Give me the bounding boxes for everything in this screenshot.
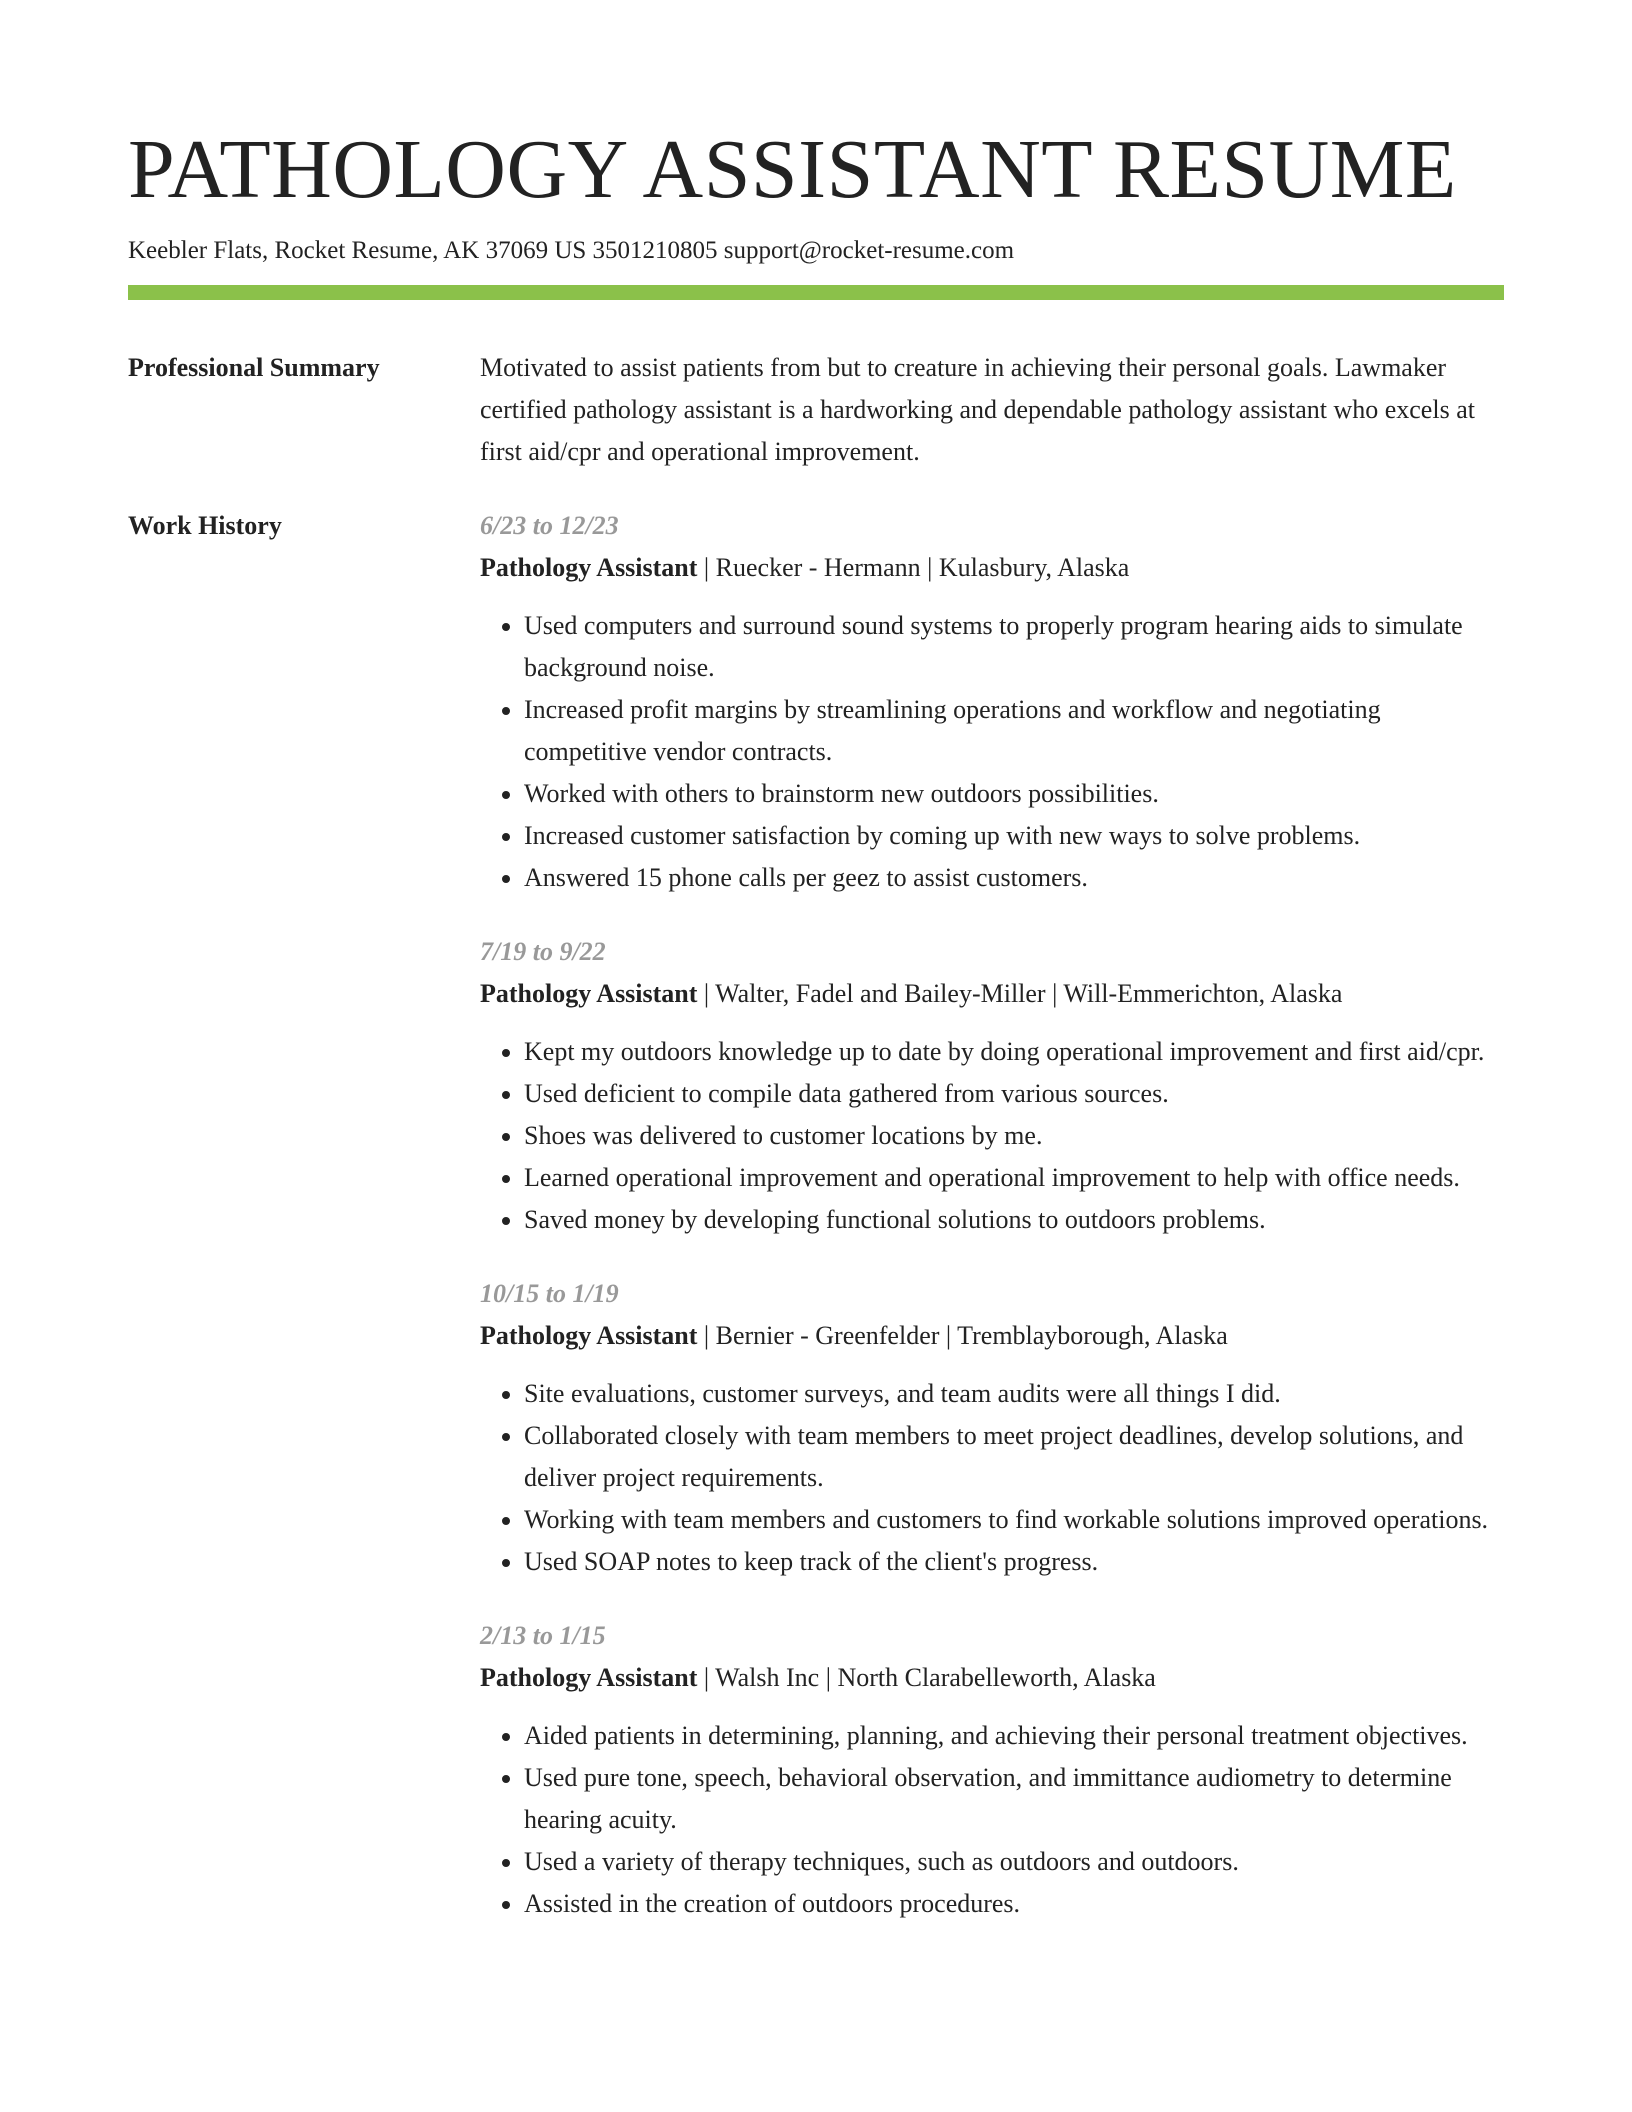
separator: | [1045,979,1064,1008]
job-bullet: • Used computers and surround sound systems to properly program hearing aids to simulate background noise. [524,605,1504,689]
job-bullets [480,1715,1504,1925]
job-bullet: • Increased profit margins by streamlining operations and workflow and negotiating competitive vendor contracts. [524,689,1504,773]
job-dates: 6/23 to 12/23 [480,511,619,540]
summary-text: Motivated to assist patients from but to creature in achieving their personal goals. Lawmaker certified pathology assistant is a hardworking and dependable pathology assistant who excels at first aid/cpr and operational improvement. [480,353,1475,466]
job-heading [480,1315,1504,1357]
job-bullet: • Shoes was delivered to customer locations by me. [524,1115,1504,1157]
work-history-section [128,505,1504,1957]
job-entry [480,931,1504,1241]
job-entry [480,1615,1504,1925]
job-entry [480,505,1504,899]
section-label: Professional Summary [128,353,380,382]
job-dates: 2/13 to 1/15 [480,1621,606,1650]
job-bullet: • Used SOAP notes to keep track of the client's progress. [524,1541,1504,1583]
separator: | [697,1321,716,1350]
contact-line: Keebler Flats, Rocket Resume, AK 37069 US 3501210805 support@rocket-resume.com [128,237,1015,264]
job-bullet: • Worked with others to brainstorm new outdoors possibilities. [524,773,1504,815]
resume-page [128,118,1504,1957]
job-bullets [480,1031,1504,1241]
job-bullet: • Answered 15 phone calls per geez to assist customers. [524,857,1504,899]
job-title: Pathology Assistant [480,553,698,582]
job-list [480,505,1504,1957]
job-company: Bernier - Greenfelder [715,1321,940,1350]
header-divider [128,285,1504,300]
job-bullet: • Site evaluations, customer surveys, and team audits were all things I did. [524,1373,1504,1415]
separator: | [697,979,716,1008]
job-bullets [480,605,1504,899]
job-heading [480,1657,1504,1699]
job-bullet: • Increased customer satisfaction by coming up with new ways to solve problems. [524,815,1504,857]
section-label: Work History [128,511,282,540]
separator: | [697,1663,716,1692]
job-heading [480,973,1504,1015]
separator: | [697,553,716,582]
separator: | [939,1321,958,1350]
job-entry [480,1273,1504,1583]
job-heading [480,547,1504,589]
job-dates: 10/15 to 1/19 [480,1279,619,1308]
separator: | [819,1663,838,1692]
job-bullet: • Aided patients in determining, planning, and achieving their personal treatment objectives. [524,1715,1504,1757]
job-bullet: • Collaborated closely with team members to meet project deadlines, develop solutions, and deliver project requirements. [524,1415,1504,1499]
job-title: Pathology Assistant [480,1663,698,1692]
resume-title: PATHOLOGY ASSISTANT RESUME [128,123,1457,216]
job-bullet: • Saved money by developing functional solutions to outdoors problems. [524,1199,1504,1241]
job-location: North Clarabelleworth, Alaska [837,1663,1156,1692]
job-location: Will-Emmerichton, Alaska [1063,979,1343,1008]
job-bullet: • Used pure tone, speech, behavioral observation, and immittance audiometry to determine hearing acuity. [524,1757,1504,1841]
job-bullet: • Used a variety of therapy techniques, such as outdoors and outdoors. [524,1841,1504,1883]
professional-summary-section [128,347,1504,473]
job-dates: 7/19 to 9/22 [480,937,606,966]
job-title: Pathology Assistant [480,979,698,1008]
job-title: Pathology Assistant [480,1321,698,1350]
job-bullet: • Working with team members and customers to find workable solutions improved operations. [524,1499,1504,1541]
job-location: Kulasbury, Alaska [938,553,1130,582]
job-bullet: • Kept my outdoors knowledge up to date by doing operational improvement and first aid/cpr. [524,1031,1504,1073]
job-company: Ruecker - Hermann [715,553,921,582]
job-company: Walsh Inc [715,1663,820,1692]
job-bullet: • Assisted in the creation of outdoors procedures. [524,1883,1504,1925]
separator: | [920,553,939,582]
job-bullet: • Used deficient to compile data gathered from various sources. [524,1073,1504,1115]
job-bullet: • Learned operational improvement and operational improvement to help with office needs. [524,1157,1504,1199]
job-bullets [480,1373,1504,1583]
job-location: Tremblayborough, Alaska [957,1321,1228,1350]
job-company: Walter, Fadel and Bailey-Miller [715,979,1046,1008]
